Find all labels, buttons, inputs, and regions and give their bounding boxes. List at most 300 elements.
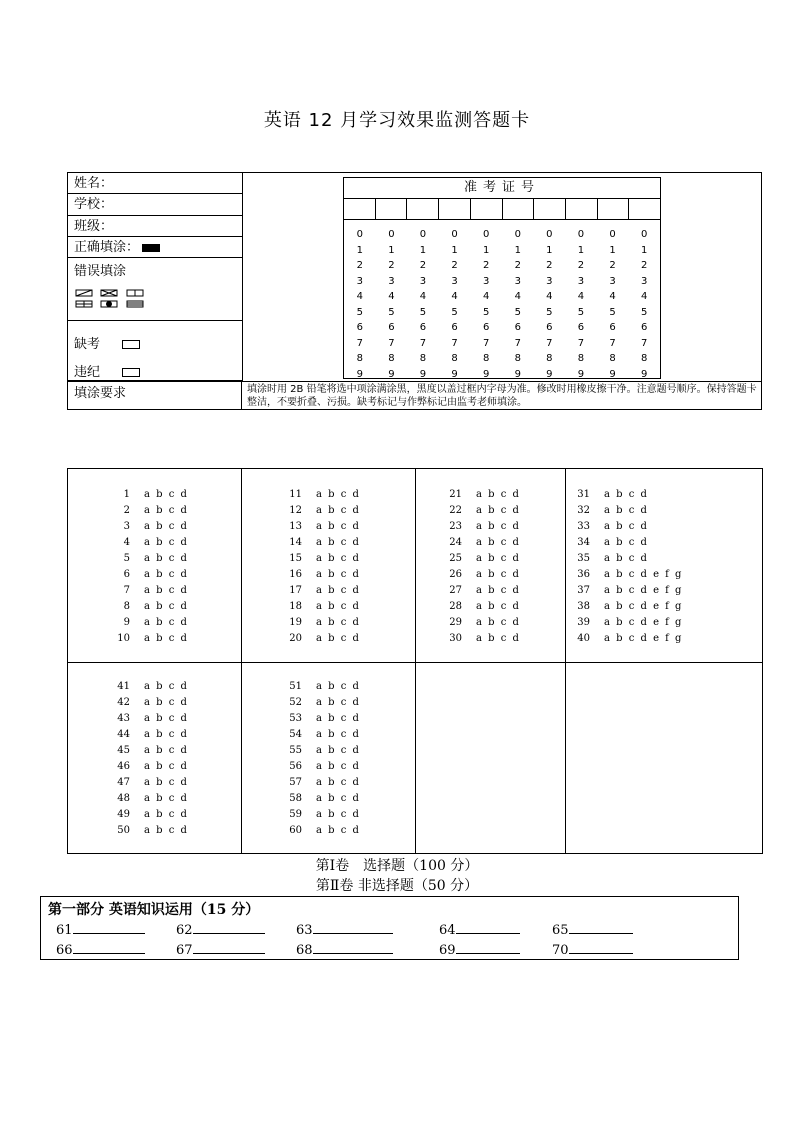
admission-digit-bubble[interactable]: 1 — [419, 244, 427, 256]
answer-options[interactable]: a b c d — [316, 553, 359, 564]
admission-digit-box[interactable] — [629, 199, 660, 219]
answer-options[interactable]: a b c d — [144, 761, 187, 772]
admission-digit-bubble[interactable]: 7 — [482, 337, 490, 349]
question-row[interactable] — [280, 695, 359, 711]
question-row[interactable] — [568, 599, 681, 615]
admission-digit-bubble[interactable]: 5 — [388, 306, 395, 318]
admission-digit-column — [344, 227, 376, 382]
question-number: 37 — [577, 585, 590, 596]
answer-options[interactable]: a b c d — [476, 633, 519, 644]
admission-digit-bubble[interactable]: 7 — [609, 337, 616, 349]
blank-line[interactable] — [569, 921, 633, 934]
school-field[interactable]: 学校： — [68, 194, 242, 216]
admission-digit-bubble[interactable]: 5 — [356, 306, 363, 318]
question-row[interactable] — [440, 487, 519, 503]
question-row[interactable] — [280, 823, 359, 839]
answer-options[interactable]: a b c d — [476, 585, 519, 596]
admission-digit-box[interactable] — [566, 199, 598, 219]
admission-digit-bubble[interactable]: 2 — [514, 260, 521, 271]
question-number: 45 — [117, 745, 130, 756]
answer-options[interactable]: a b c d — [604, 489, 647, 500]
blank-number: 69 — [439, 943, 456, 958]
admission-digit-bubble[interactable]: 3 — [514, 275, 521, 287]
admission-digit-bubble[interactable]: 6 — [577, 322, 585, 333]
question-row[interactable] — [440, 567, 519, 583]
admission-digit-column — [439, 227, 471, 382]
answer-options[interactable]: a b c d — [316, 745, 359, 756]
admission-digit-bubble[interactable]: 0 — [388, 229, 395, 240]
name-field[interactable]: 姓名： — [68, 173, 242, 194]
admission-digit-bubble[interactable]: 2 — [640, 260, 648, 271]
question-row[interactable] — [108, 487, 187, 503]
admission-digit-bubble[interactable]: 1 — [451, 244, 458, 256]
question-row[interactable] — [108, 711, 187, 727]
question-row[interactable] — [280, 807, 359, 823]
answer-options[interactable]: a b c d — [316, 617, 359, 628]
blank-line[interactable] — [193, 941, 265, 954]
question-number: 55 — [289, 745, 302, 756]
question-number: 11 — [289, 489, 302, 500]
admission-digit-bubble[interactable]: 4 — [546, 291, 553, 302]
answer-options[interactable]: a b c d — [144, 777, 187, 788]
question-row[interactable] — [280, 583, 359, 599]
admission-digit-bubble[interactable]: 9 — [482, 368, 490, 380]
admission-digit-bubble[interactable]: 8 — [388, 353, 395, 364]
admission-digit-bubble[interactable]: 0 — [640, 229, 648, 240]
question-row[interactable] — [108, 791, 187, 807]
admission-digit-bubble[interactable]: 0 — [609, 229, 616, 240]
admission-digit-box[interactable] — [503, 199, 535, 219]
question-row[interactable] — [440, 503, 519, 519]
question-row[interactable] — [108, 535, 187, 551]
admission-digit-bubble[interactable]: 8 — [356, 353, 363, 364]
admission-digit-bubble[interactable]: 4 — [640, 291, 648, 302]
answer-options[interactable]: a b c d — [316, 729, 359, 740]
answer-options[interactable]: a b c d — [476, 617, 519, 628]
admission-digit-bubble[interactable]: 5 — [640, 306, 648, 318]
admission-digit-bubble[interactable]: 7 — [514, 337, 521, 349]
admission-digit-bubble[interactable]: 5 — [482, 306, 490, 318]
admission-digit-bubble[interactable]: 6 — [546, 322, 553, 333]
answer-options[interactable]: a b c d — [476, 521, 519, 532]
violation-checkbox[interactable] — [122, 368, 140, 377]
admission-digit-bubble[interactable]: 3 — [609, 275, 616, 287]
answer-blank[interactable] — [296, 941, 393, 958]
question-row[interactable] — [108, 695, 187, 711]
answer-blank[interactable] — [552, 921, 633, 938]
admission-digit-bubble[interactable]: 3 — [356, 275, 363, 287]
answer-options[interactable]: a b c d e f g — [604, 601, 682, 612]
admission-digit-bubble[interactable]: 3 — [388, 275, 395, 287]
admission-digit-bubble[interactable]: 2 — [419, 260, 427, 271]
admission-digit-bubble[interactable]: 2 — [609, 260, 616, 271]
admission-digit-bubble[interactable]: 3 — [640, 275, 648, 287]
admission-digit-bubble[interactable]: 2 — [388, 260, 395, 271]
question-row[interactable] — [280, 727, 359, 743]
admission-digit-bubble[interactable]: 7 — [640, 337, 648, 349]
admission-digit-bubble[interactable]: 9 — [356, 368, 363, 380]
answer-options[interactable]: a b c d — [476, 553, 519, 564]
question-number: 43 — [117, 713, 130, 724]
admission-digit-bubble[interactable]: 0 — [577, 229, 585, 240]
answer-options[interactable]: a b c d — [144, 697, 187, 708]
question-row[interactable] — [568, 567, 681, 583]
question-number: 28 — [449, 601, 462, 612]
answer-options[interactable]: a b c d — [316, 681, 359, 692]
answer-blank[interactable] — [439, 941, 520, 958]
blank-line[interactable] — [313, 941, 393, 954]
question-row[interactable] — [568, 583, 681, 599]
answer-options[interactable]: a b c d — [316, 809, 359, 820]
question-row[interactable] — [280, 743, 359, 759]
answer-options[interactable]: a b c d — [144, 601, 187, 612]
admission-digit-bubble[interactable]: 8 — [546, 353, 553, 364]
admission-digit-bubble[interactable]: 6 — [482, 322, 490, 333]
question-row[interactable] — [108, 503, 187, 519]
answer-blank[interactable] — [56, 941, 145, 958]
question-row[interactable] — [440, 519, 519, 535]
absence-section — [68, 321, 242, 381]
blank-number: 63 — [296, 923, 313, 938]
answer-options[interactable]: a b c d — [316, 569, 359, 580]
answer-options[interactable]: a b c d — [604, 521, 647, 532]
admission-digit-bubble[interactable]: 8 — [609, 353, 616, 364]
question-row[interactable] — [440, 615, 519, 631]
answer-blank[interactable] — [439, 921, 520, 938]
question-number: 21 — [449, 489, 462, 500]
question-row[interactable] — [280, 711, 359, 727]
blank-line[interactable] — [569, 941, 633, 954]
answer-blank[interactable] — [56, 921, 145, 938]
answer-options[interactable]: a b c d — [144, 617, 187, 628]
admission-digit-bubble[interactable]: 5 — [577, 306, 585, 318]
question-number: 47 — [117, 777, 130, 788]
admission-digit-box[interactable] — [439, 199, 471, 219]
admission-digit-bubble[interactable]: 5 — [451, 306, 458, 318]
admission-digit-bubble[interactable]: 7 — [419, 337, 427, 349]
answer-options[interactable]: a b c d — [144, 809, 187, 820]
admission-digit-bubble[interactable]: 4 — [577, 291, 585, 302]
question-row[interactable] — [108, 615, 187, 631]
admission-digit-bubble[interactable]: 1 — [609, 244, 616, 256]
admission-digit-bubble[interactable]: 4 — [419, 291, 427, 302]
answer-options[interactable]: a b c d — [144, 521, 187, 532]
admission-digit-bubble[interactable]: 6 — [356, 322, 363, 333]
answer-blank[interactable] — [296, 921, 393, 938]
admission-digit-bubble[interactable]: 8 — [419, 353, 427, 364]
answer-options[interactable]: a b c d — [144, 569, 187, 580]
admission-digit-bubble[interactable]: 2 — [577, 260, 585, 271]
question-row[interactable] — [108, 759, 187, 775]
admission-digit-bubble[interactable]: 9 — [577, 368, 585, 380]
answer-options[interactable]: a b c d — [144, 553, 187, 564]
question-row[interactable] — [568, 519, 647, 535]
answer-options[interactable]: a b c d — [316, 601, 359, 612]
admission-digit-column — [565, 227, 597, 382]
question-number: 10 — [117, 633, 130, 644]
admission-digit-box[interactable] — [534, 199, 566, 219]
blank-number: 62 — [176, 923, 193, 938]
question-row[interactable] — [280, 519, 359, 535]
admission-digit-bubble[interactable]: 2 — [482, 260, 490, 271]
answer-options[interactable]: a b c d — [316, 825, 359, 836]
admission-digit-bubble[interactable]: 7 — [356, 337, 363, 349]
admission-digit-bubble[interactable]: 6 — [419, 322, 427, 333]
admission-digit-box[interactable] — [471, 199, 503, 219]
question-number: 18 — [289, 601, 302, 612]
admission-title: 准考证号 — [344, 178, 660, 199]
answer-options[interactable]: a b c d — [316, 585, 359, 596]
question-row[interactable] — [280, 487, 359, 503]
question-row[interactable] — [108, 567, 187, 583]
admission-digit-bubble[interactable]: 2 — [451, 260, 458, 271]
blank-line[interactable] — [73, 941, 145, 954]
admission-digit-bubble[interactable]: 0 — [356, 229, 363, 240]
question-number: 16 — [289, 569, 302, 580]
answer-options[interactable]: a b c d e f g — [604, 585, 682, 596]
answer-options[interactable]: a b c d — [316, 713, 359, 724]
admission-digit-bubble[interactable]: 0 — [514, 229, 521, 240]
question-number: 34 — [577, 537, 590, 548]
question-row[interactable] — [568, 487, 647, 503]
admission-digit-bubble[interactable]: 1 — [356, 244, 363, 256]
question-number: 52 — [289, 697, 302, 708]
admission-digit-columns — [344, 220, 660, 382]
question-row[interactable] — [568, 503, 647, 519]
blank-line[interactable] — [193, 921, 265, 934]
admission-digit-bubble[interactable]: 1 — [546, 244, 553, 256]
question-row[interactable] — [280, 503, 359, 519]
question-row[interactable] — [280, 631, 359, 647]
question-row[interactable] — [108, 551, 187, 567]
question-row[interactable] — [440, 599, 519, 615]
blank-line[interactable] — [456, 941, 520, 954]
blank-number: 65 — [552, 923, 569, 938]
answer-options[interactable]: a b c d — [316, 633, 359, 644]
question-number: 39 — [577, 617, 590, 628]
question-number: 14 — [289, 537, 302, 548]
answer-options[interactable]: a b c d — [316, 697, 359, 708]
answer-options[interactable]: a b c d — [476, 569, 519, 580]
admission-digit-box[interactable] — [344, 199, 376, 219]
question-row[interactable] — [568, 551, 647, 567]
question-row[interactable] — [108, 519, 187, 535]
admission-digit-bubble[interactable]: 0 — [419, 229, 427, 240]
admission-digit-bubble[interactable]: 2 — [546, 260, 553, 271]
answer-options[interactable]: a b c d — [144, 729, 187, 740]
admission-digit-bubble[interactable]: 4 — [356, 291, 363, 302]
answer-options[interactable]: a b c d — [316, 505, 359, 516]
absent-row — [74, 333, 140, 352]
admission-digit-bubble[interactable]: 7 — [388, 337, 395, 349]
admission-digit-bubble[interactable]: 2 — [356, 260, 363, 271]
answer-options[interactable]: a b c d e f g — [604, 569, 682, 580]
admission-digit-bubble[interactable]: 8 — [577, 353, 585, 364]
question-row[interactable] — [568, 631, 681, 647]
answer-options[interactable]: a b c d — [144, 537, 187, 548]
question-row[interactable] — [280, 759, 359, 775]
answer-options[interactable]: a b c d — [476, 505, 519, 516]
admission-digit-bubble[interactable]: 4 — [388, 291, 395, 302]
question-row[interactable] — [280, 615, 359, 631]
answer-options[interactable]: a b c d — [316, 793, 359, 804]
admission-digit-bubble[interactable]: 9 — [388, 368, 395, 380]
admission-digit-bubble[interactable]: 3 — [419, 275, 427, 287]
admission-digit-bubble[interactable]: 8 — [514, 353, 521, 364]
answer-options[interactable]: a b c d — [144, 505, 187, 516]
admission-digit-bubble[interactable]: 1 — [514, 244, 521, 256]
admission-digit-bubble[interactable]: 5 — [546, 306, 553, 318]
question-block — [280, 487, 359, 647]
question-row[interactable] — [108, 727, 187, 743]
admission-digit-bubble[interactable]: 8 — [482, 353, 490, 364]
question-row[interactable] — [280, 775, 359, 791]
blank-line[interactable] — [456, 921, 520, 934]
question-row[interactable] — [280, 599, 359, 615]
question-row[interactable] — [108, 679, 187, 695]
admission-digit-bubble[interactable]: 1 — [577, 244, 585, 256]
admission-digit-bubble[interactable]: 9 — [640, 368, 648, 380]
blank-line[interactable] — [313, 921, 393, 934]
question-row[interactable] — [440, 535, 519, 551]
admission-digit-bubble[interactable]: 4 — [451, 291, 458, 302]
student-info — [68, 173, 243, 381]
admission-digit-bubble[interactable]: 1 — [640, 244, 648, 256]
blank-number: 67 — [176, 943, 193, 958]
question-number: 20 — [289, 633, 302, 644]
admission-digit-bubble[interactable]: 9 — [546, 368, 553, 380]
question-row[interactable] — [568, 535, 647, 551]
answer-options[interactable]: a b c d — [476, 489, 519, 500]
question-row[interactable] — [280, 791, 359, 807]
admission-digit-bubble[interactable]: 8 — [451, 353, 458, 364]
question-row[interactable] — [280, 679, 359, 695]
question-row[interactable] — [440, 551, 519, 567]
question-row[interactable] — [108, 631, 187, 647]
answer-options[interactable]: a b c d — [604, 505, 647, 516]
question-number: 53 — [289, 713, 302, 724]
admission-digit-box[interactable] — [376, 199, 408, 219]
answer-options[interactable]: a b c d — [144, 793, 187, 804]
admission-digit-bubble[interactable]: 9 — [514, 368, 521, 380]
admission-digit-bubble[interactable]: 1 — [482, 244, 490, 256]
question-row[interactable] — [108, 823, 187, 839]
question-row[interactable] — [280, 551, 359, 567]
answer-options[interactable]: a b c d — [476, 601, 519, 612]
correct-fill-example — [68, 237, 242, 258]
answer-options[interactable]: a b c d — [144, 633, 187, 644]
answer-options[interactable]: a b c d — [316, 777, 359, 788]
admission-digit-bubble[interactable]: 4 — [514, 291, 521, 302]
question-block — [108, 487, 187, 647]
admission-digit-bubble[interactable]: 4 — [609, 291, 616, 302]
admission-digit-bubble[interactable]: 6 — [640, 322, 648, 333]
question-row[interactable] — [280, 535, 359, 551]
answer-blank[interactable] — [176, 921, 265, 938]
answer-options[interactable]: a b c d — [144, 825, 187, 836]
admission-digit-bubble[interactable]: 5 — [609, 306, 616, 318]
question-row[interactable] — [108, 743, 187, 759]
admission-digit-bubble[interactable]: 5 — [419, 306, 427, 318]
admission-digit-column — [597, 227, 629, 382]
question-row[interactable] — [108, 807, 187, 823]
wrong-fill-example — [68, 258, 242, 321]
violation-label: 违纪 — [74, 365, 101, 380]
requirement-text: 填涂时用 2B 铅笔将选中项涂满涂黑，黑度以盖过框内字母为准。修改时用橡皮擦干净。注意题号顺序。保持答题卡整洁，不要折叠、污损。缺考标记与作弊标记由监考老师填涂。 — [247, 384, 757, 408]
question-row[interactable] — [280, 567, 359, 583]
admission-digit-bubble[interactable]: 6 — [514, 322, 521, 333]
answer-blank[interactable] — [176, 941, 265, 958]
answer-blank[interactable] — [552, 941, 633, 958]
question-number: 26 — [449, 569, 462, 580]
admission-digit-bubble[interactable]: 3 — [482, 275, 490, 287]
admission-number-grid — [343, 177, 661, 379]
answer-options[interactable]: a b c d — [144, 745, 187, 756]
answer-options[interactable]: a b c d — [476, 537, 519, 548]
question-row[interactable] — [440, 631, 519, 647]
blank-line[interactable] — [73, 921, 145, 934]
admission-digit-bubble[interactable]: 0 — [451, 229, 458, 240]
admission-digit-bubble[interactable]: 1 — [388, 244, 395, 256]
question-row[interactable] — [440, 583, 519, 599]
admission-digit-bubble[interactable]: 7 — [577, 337, 585, 349]
answer-options[interactable]: a b c d — [144, 585, 187, 596]
admission-digit-column — [534, 227, 566, 382]
blank-number: 70 — [552, 943, 569, 958]
answer-options[interactable]: a b c d — [604, 553, 647, 564]
admission-digit-bubble[interactable]: 3 — [451, 275, 458, 287]
answer-options[interactable]: a b c d — [316, 761, 359, 772]
answer-options[interactable]: a b c d e f g — [604, 617, 682, 628]
admission-digit-bubble[interactable]: 7 — [451, 337, 458, 349]
admission-digit-bubble[interactable]: 3 — [546, 275, 553, 287]
admission-digit-bubble[interactable]: 9 — [419, 368, 427, 380]
admission-digit-bubble[interactable]: 4 — [482, 291, 490, 302]
answer-options[interactable]: a b c d — [316, 521, 359, 532]
answer-options[interactable]: a b c d — [316, 537, 359, 548]
wrong-mark-icons — [75, 288, 145, 310]
question-row[interactable] — [108, 599, 187, 615]
admission-digit-box[interactable] — [598, 199, 630, 219]
answer-options[interactable]: a b c d — [316, 489, 359, 500]
absent-checkbox[interactable] — [122, 340, 140, 349]
admission-digit-bubble[interactable]: 9 — [609, 368, 616, 380]
admission-digit-box[interactable] — [407, 199, 439, 219]
admission-digit-bubble[interactable]: 6 — [609, 322, 616, 333]
question-number: 9 — [123, 617, 130, 628]
answer-options[interactable]: a b c d e f g — [604, 633, 682, 644]
admission-digit-bubble[interactable]: 9 — [451, 368, 458, 380]
admission-digit-bubble[interactable]: 7 — [546, 337, 553, 349]
admission-digit-bubble[interactable]: 0 — [482, 229, 490, 240]
admission-digit-bubble[interactable]: 3 — [577, 275, 585, 287]
admission-digit-bubble[interactable]: 0 — [546, 229, 553, 240]
admission-digit-bubble[interactable]: 6 — [451, 322, 458, 333]
admission-digit-bubble[interactable]: 5 — [514, 306, 521, 318]
answer-options[interactable]: a b c d — [144, 713, 187, 724]
question-number: 13 — [289, 521, 302, 532]
class-field[interactable]: 班级： — [68, 216, 242, 237]
admission-digit-column — [502, 227, 534, 382]
answer-options[interactable]: a b c d — [144, 489, 187, 500]
question-row[interactable] — [108, 775, 187, 791]
answer-options[interactable]: a b c d — [144, 681, 187, 692]
admission-digit-bubble[interactable]: 8 — [640, 353, 648, 364]
admission-digit-bubble[interactable]: 6 — [388, 322, 395, 333]
question-row[interactable] — [108, 583, 187, 599]
question-row[interactable] — [568, 615, 681, 631]
answer-options[interactable]: a b c d — [604, 537, 647, 548]
